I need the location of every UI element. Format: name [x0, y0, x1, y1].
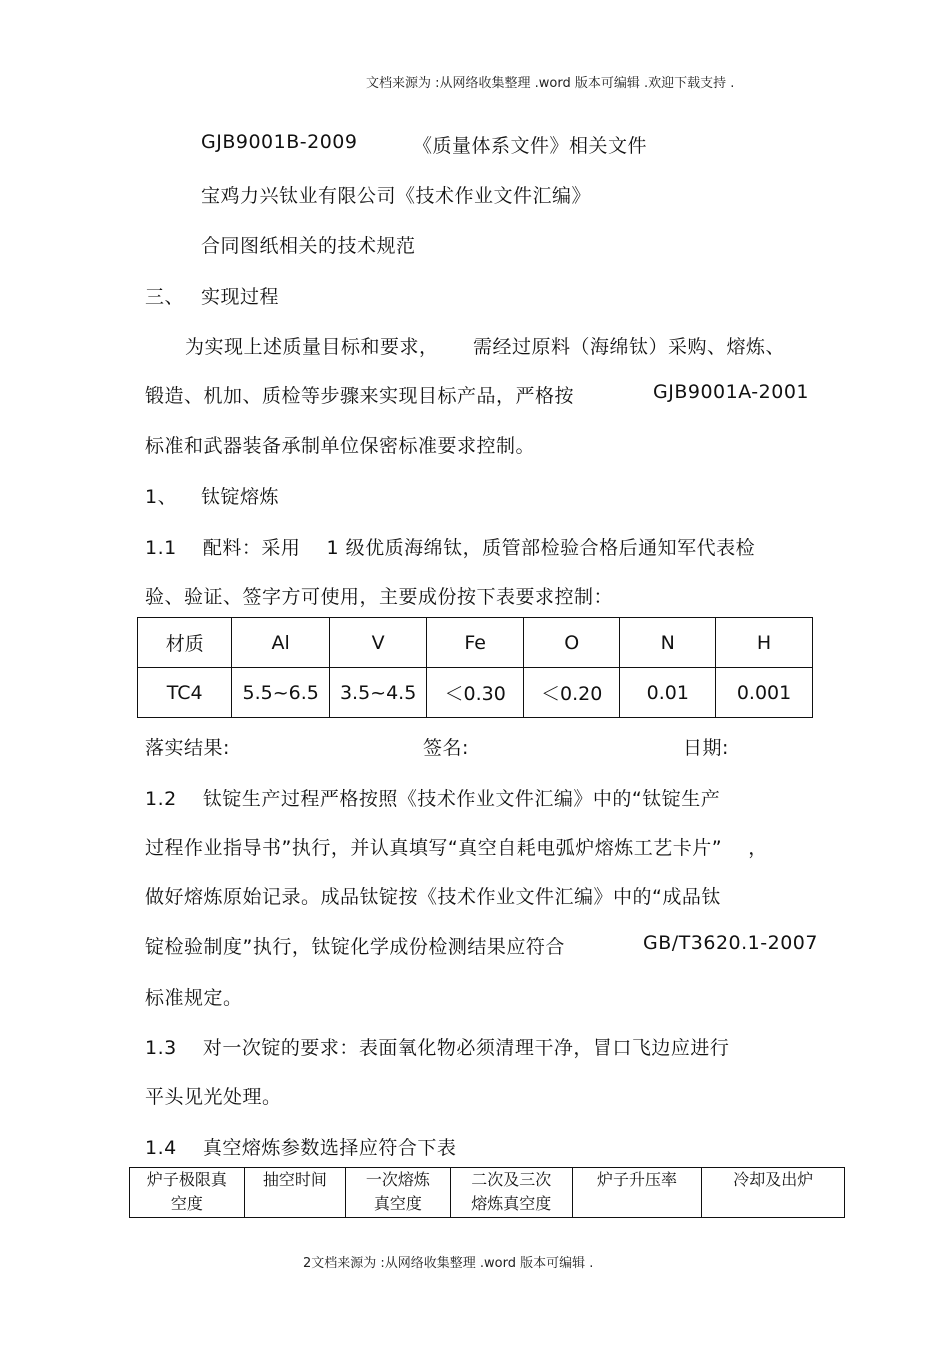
para-1-1-line-1: 1.1 配料：采用 1 级优质海绵钛，质管部检验合格后通知军代表检	[145, 537, 756, 559]
header-ultimate-vacuum	[130, 1168, 245, 1218]
header-first-melt-vacuum	[345, 1168, 450, 1218]
header-first-melt-vacuum-line-2: 真空度	[373, 1194, 422, 1213]
vacuum-header-row	[130, 1168, 845, 1218]
header-evacuation-time-line-1: 抽空时间	[262, 1170, 327, 1189]
composition-data-row	[138, 668, 813, 718]
para-1-3-line-1: 1.3 对一次锭的要求：表面氧化物必须清理干净，冒口飞边应进行	[145, 1037, 730, 1059]
header-cell-o: O	[523, 618, 620, 668]
header-cell-v: V	[329, 618, 426, 668]
header-cell-n: N	[620, 618, 716, 668]
intro-line-3: 标准和武器装备承制单位保密标准要求控制。	[145, 435, 536, 457]
header-second-third-melt-vacuum-line-2: 熔炼真空度	[471, 1194, 552, 1213]
header-ultimate-vacuum-line-2: 空度	[170, 1194, 203, 1213]
page-footer: 2文档来源为 :从网络收集整理 .word 版本可编辑 .	[303, 1256, 594, 1271]
cell-material: TC4	[138, 668, 232, 718]
reference-gjb9001b-title: 《质量体系文件》相关文件	[413, 135, 648, 157]
sign-date-label: 日期:	[683, 737, 729, 759]
para-1-4-line-1: 1.4 真空熔炼参数选择应符合下表	[145, 1137, 457, 1159]
header-second-third-melt-vacuum-line-1: 二次及三次	[471, 1170, 552, 1189]
reference-contract-specs: 合同图纸相关的技术规范	[201, 235, 416, 257]
cell-v: 3.5~4.5	[329, 668, 426, 718]
sign-result-label: 落实结果:	[145, 737, 230, 759]
header-second-third-melt-vacuum	[450, 1168, 572, 1218]
cell-o: ＜0.20	[523, 668, 620, 718]
header-cell-fe: Fe	[427, 618, 524, 668]
header-pressure-rise-rate	[572, 1168, 702, 1218]
header-pressure-rise-rate-line-1: 炉子升压率	[597, 1170, 678, 1189]
intro-line-2b: GJB9001A-2001	[653, 381, 810, 403]
composition-header-row	[138, 618, 813, 668]
section-3-title: 实现过程	[201, 286, 280, 308]
cell-al: 5.5~6.5	[232, 668, 329, 718]
para-1-2-line-3: 做好熔炼原始记录。成品钛锭按《技术作业文件汇编》中的“成品钛	[145, 886, 721, 908]
sign-name-label: 签名:	[423, 737, 469, 759]
para-1-1-line-2: 验、验证、签字方可使用，主要成份按下表要求控制：	[145, 586, 614, 608]
cell-h: 0.001	[716, 668, 813, 718]
para-1-2-line-1: 1.2 钛锭生产过程严格按照《技术作业文件汇编》中的“钛锭生产	[145, 788, 721, 810]
header-evacuation-time	[244, 1168, 345, 1218]
header-first-melt-vacuum-line-1: 一次熔炼	[365, 1170, 430, 1189]
intro-line-1b: 需经过原料（海绵钛）采购、熔炼、	[473, 336, 786, 358]
vacuum-params-table	[129, 1167, 845, 1218]
header-cell-al: Al	[232, 618, 329, 668]
intro-line-2a: 锻造、机加、质检等步骤来实现目标产品，严格按	[145, 385, 575, 407]
para-1-2-line-5: 标准规定。	[145, 987, 243, 1009]
cell-fe: ＜0.30	[427, 668, 524, 718]
section-3-number: 三、	[145, 286, 185, 308]
header-cooling-discharge	[702, 1168, 845, 1218]
para-1-2-line-4b: GB/T3620.1-2007	[643, 932, 818, 954]
reference-gjb9001b-code: GJB9001B-2009	[201, 131, 358, 153]
header-cell-h: H	[716, 618, 813, 668]
section-1-number: 1、	[145, 486, 178, 508]
intro-line-1a: 为实现上述质量目标和要求，	[185, 336, 439, 358]
composition-table	[137, 617, 813, 718]
header-cooling-discharge-line-1: 冷却及出炉	[733, 1170, 814, 1189]
section-1-title: 钛锭熔炼	[201, 486, 280, 508]
para-1-2-line-4a: 锭检验制度”执行，钛锭化学成份检测结果应符合	[145, 936, 565, 958]
reference-company-docs: 宝鸡力兴钛业有限公司《技术作业文件汇编》	[201, 185, 592, 207]
page-header: 文档来源为 :从网络收集整理 .word 版本可编辑 .欢迎下载支持 .	[366, 76, 735, 91]
header-cell-material: 材质	[138, 618, 232, 668]
para-1-2-line-2: 过程作业指导书”执行，并认真填写“真空自耗电弧炉熔炼工艺卡片” ，	[145, 837, 768, 859]
cell-n: 0.01	[620, 668, 716, 718]
header-ultimate-vacuum-line-1: 炉子极限真	[146, 1170, 227, 1189]
para-1-3-line-2: 平头见光处理。	[145, 1086, 282, 1108]
